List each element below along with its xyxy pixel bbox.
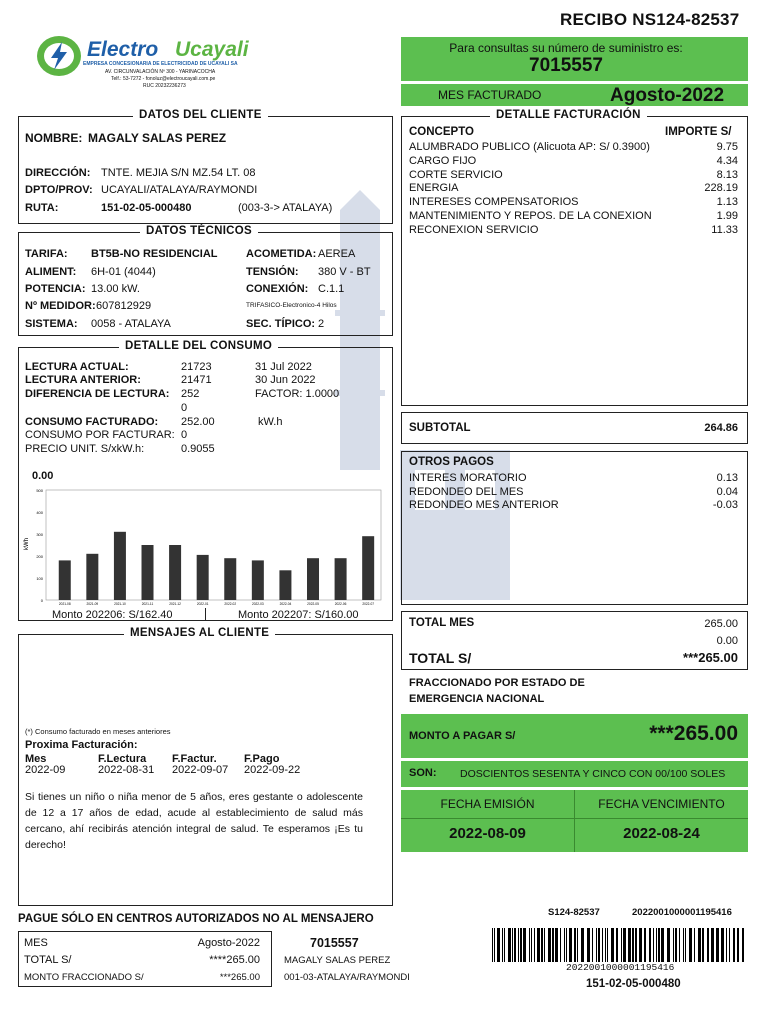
otros-item-value: 0.04 — [716, 485, 738, 498]
chart-ytick-label: 0 — [40, 598, 43, 603]
chart-ytick-label: 400 — [36, 510, 43, 515]
precio-label: PRECIO UNIT. S/xkW.h: — [25, 443, 145, 455]
subtotal-label: SUBTOTAL — [409, 422, 471, 434]
barcode-bar — [661, 928, 664, 962]
chart-bar — [224, 558, 236, 600]
total-extra-value: 0.00 — [716, 635, 738, 647]
col-factur: F.Factur. — [172, 753, 217, 765]
barcode-bar — [544, 928, 545, 962]
supply-number: 7015557 — [529, 55, 603, 76]
vencimiento-label: FECHA VENCIMIENTO — [598, 797, 725, 811]
footer-barcode-text: 2022001000001195416 — [566, 962, 675, 973]
consumption-chart — [22, 484, 382, 610]
barcode-bar — [649, 928, 651, 962]
otros-title: OTROS PAGOS — [409, 456, 494, 468]
barcode-bar — [711, 928, 714, 962]
diferencia-value: 252 — [181, 388, 200, 400]
next-billing-label: Proxima Facturación: — [25, 739, 138, 751]
aliment-label: ALIMENT: — [25, 266, 77, 278]
sector-value: 2 — [318, 318, 325, 330]
client-dpto-label: DPTO/PROV: — [25, 184, 93, 196]
barcode-bar — [494, 928, 495, 962]
barcode-bar — [602, 928, 603, 962]
chart-ytick-label: 200 — [36, 554, 43, 559]
chart-xtick-label: 2022-06 — [334, 602, 347, 606]
client-address-label: DIRECCIÓN: — [25, 167, 91, 179]
chart-top-value: 0.00 — [32, 470, 54, 482]
chart-bar — [114, 532, 126, 600]
consult-label: Para consultas su número de suministro es: — [449, 41, 683, 55]
factor-value: FACTOR: 1.0000 — [255, 388, 340, 400]
medidor-label: Nº MEDIDOR: — [25, 300, 96, 312]
footer-code: S124-82537 — [548, 907, 600, 918]
barcode-bar — [607, 928, 608, 962]
sistema-value: 0058 - ATALAYA — [91, 318, 171, 330]
footer-fracc: ***265.00 — [219, 972, 260, 983]
barcode-bar — [508, 928, 511, 962]
barcode-bar — [605, 928, 606, 962]
footer-fracc-label: MONTO FRACCIONADO S/ — [24, 972, 144, 983]
barcode-bar — [729, 928, 730, 962]
col-mes: Mes — [25, 753, 47, 765]
billing-item-label: RECONEXION SERVICIO — [409, 223, 539, 236]
tarifa-label: TARIFA: — [25, 248, 68, 260]
barcode-bar — [644, 928, 646, 962]
barcode-bar — [683, 928, 684, 962]
subtotal-value: 264.86 — [704, 422, 738, 434]
barcode-bar — [552, 928, 554, 962]
monto-202207: Monto 202207: S/160.00 — [238, 609, 359, 621]
fraccionado-note: FRACCIONADO POR ESTADO DE EMERGENCIA NACIONAL — [409, 677, 585, 705]
monto-202206: Monto 202206: S/162.40 — [52, 609, 173, 621]
barcode-bar — [632, 928, 634, 962]
chart-bar — [362, 536, 374, 600]
chart-bar — [86, 554, 98, 600]
barcode-bar — [560, 928, 561, 962]
consumo-facturado: 252.00 — [181, 416, 215, 428]
barcode-bar — [514, 928, 516, 962]
medidor-value: 607812929 — [96, 300, 152, 312]
billing-item-value: 4.34 — [716, 154, 738, 167]
lectura-actual-date: 31 Jul 2022 — [255, 361, 312, 373]
chart-xtick-label: 2021-09 — [86, 602, 99, 606]
barcode-bar — [635, 928, 637, 962]
lectura-anterior-label: LECTURA ANTERIOR: — [25, 374, 141, 386]
chart-xtick-label: 2022-04 — [279, 602, 292, 606]
barcode-bar — [733, 928, 735, 962]
tarifa-value: BT5B-NO RESIDENCIAL — [91, 248, 218, 260]
barcode-bar — [611, 928, 614, 962]
lectura-actual: 21723 — [181, 361, 212, 373]
barcode-bar — [628, 928, 631, 962]
next-mes: 2022-09 — [25, 764, 66, 776]
barcode-bar — [566, 928, 567, 962]
barcode-bar — [689, 928, 692, 962]
billing-item-value: 9.75 — [716, 141, 738, 153]
barcode-bar — [574, 928, 576, 962]
chart-xtick-label: 2021-10 — [114, 602, 126, 606]
client-route-extra: (003-3-> ATALAYA) — [238, 202, 333, 214]
chart-bar — [59, 560, 71, 600]
barcode-bar — [721, 928, 724, 962]
mensajes-title: MENSAJES AL CLIENTE — [124, 627, 275, 639]
diferencia-label: DIFERENCIA DE LECTURA: — [25, 388, 170, 400]
medidor-type: TRIFASICO-Electronico-4 Hilos — [246, 302, 337, 309]
tension-value: 380 V - BT — [318, 266, 371, 278]
col-pago: F.Pago — [244, 753, 280, 765]
billing-item-label: INTERESES COMPENSATORIOS — [409, 196, 579, 209]
chart-xtick-label: 2021-08 — [58, 602, 71, 606]
monto-value: ***265.00 — [649, 722, 738, 745]
chart-xtick-label: 2022-03 — [251, 602, 264, 606]
footer-name: MAGALY SALAS PEREZ — [284, 955, 391, 966]
footer-mes-label: MES — [24, 937, 48, 949]
vencimiento-date: 2022-08-24 — [623, 825, 700, 842]
barcode-bar — [531, 928, 532, 962]
barcode-bar — [737, 928, 739, 962]
barcode-bar — [592, 928, 593, 962]
billing-item-label: ALUMBRADO PUBLICO (Alicuota AP: S/ 0.3900) — [409, 141, 650, 153]
otros-item-value: 0.13 — [716, 472, 738, 484]
emision-label: FECHA EMISIÓN — [440, 797, 535, 811]
barcode-bar — [587, 928, 590, 962]
barcode-bar — [497, 928, 500, 962]
emision-date: 2022-08-09 — [449, 825, 526, 842]
barcode-bar — [534, 928, 535, 962]
client-route-label: RUTA: — [25, 202, 59, 214]
consumo-title: DETALLE DEL CONSUMO — [119, 340, 278, 352]
footer-supply: 7015557 — [310, 936, 359, 950]
month-label: MES FACTURADO — [438, 88, 542, 102]
barcode-bar — [716, 928, 719, 962]
barcode-bar — [537, 928, 540, 962]
barcode-bar — [656, 928, 657, 962]
chart-bar — [197, 555, 209, 600]
barcode-bar — [541, 928, 543, 962]
chart-bar — [335, 558, 347, 600]
chart-bar — [142, 545, 154, 600]
footer-location: 001-03-ATALAYA/RAYMONDI — [284, 972, 410, 983]
barcode-bar — [529, 928, 530, 962]
company-logo — [35, 34, 265, 94]
barcode-bar — [685, 928, 686, 962]
barcode-bar — [694, 928, 695, 962]
billing-item-value: 1.13 — [716, 196, 738, 209]
company-contact: Telf.: 53-7272 - fonoluz@electroucayali.com.pe — [111, 76, 216, 82]
barcode-bar — [520, 928, 522, 962]
next-pago: 2022-09-22 — [244, 764, 301, 776]
barcode-bar — [621, 928, 622, 962]
barcode-bar — [742, 928, 744, 962]
barcode-bar — [492, 928, 493, 962]
tension-label: TENSIÓN: — [246, 266, 299, 278]
chart-xtick-label: 2022-01 — [196, 602, 209, 606]
barcode-bar — [569, 928, 572, 962]
billing-item-label: CARGO FIJO — [409, 154, 477, 167]
otros-item-value: -0.03 — [712, 499, 738, 511]
barcode-bar — [502, 928, 503, 962]
company-name-2: Ucayali — [175, 38, 249, 61]
footer-total: ****265.00 — [209, 954, 260, 966]
aliment-value: 6H-01 (4044) — [91, 266, 156, 278]
total-mes-label: TOTAL MES — [409, 617, 475, 629]
barcode-bar — [555, 928, 558, 962]
billing-title: DETALLE FACTURACIÓN — [490, 109, 647, 121]
consumo-facturado-label: CONSUMO FACTURADO: — [25, 416, 159, 428]
chart-bar — [307, 558, 319, 600]
barcode-icon — [490, 928, 748, 964]
health-message: Si tienes un niño o niña menor de 5 años, eres gestante o adolescente de 12 a 17 años de edad, acude al establecimiento de salud más cercano, ahí recibirás atención integral de salud. Te esperamos ¡Es tu derecho! — [25, 791, 363, 851]
client-route: 151-02-05-000480 — [101, 202, 192, 214]
barcode-bar — [653, 928, 654, 962]
billing-item-value: 11.33 — [711, 223, 738, 236]
mensajes-note: (*) Consumo facturado en meses anteriores — [25, 727, 171, 736]
total-mes-value: 265.00 — [704, 618, 738, 630]
barcode-bar — [523, 928, 526, 962]
potencia-label: POTENCIA: — [25, 283, 86, 295]
client-dpto: UCAYALI/ATALAYA/RAYMONDI — [101, 184, 258, 196]
barcode-bar — [518, 928, 519, 962]
total-label: TOTAL S/ — [409, 650, 472, 666]
footer-total-label: TOTAL S/ — [24, 954, 72, 966]
billing-item-value: 8.13 — [716, 168, 738, 181]
barcode-bar — [667, 928, 670, 962]
barcode-bar — [564, 928, 565, 962]
barcode-bar — [675, 928, 677, 962]
barcode-bar — [726, 928, 727, 962]
total-value: ***265.00 — [683, 650, 738, 665]
consumo-unit: kW.h — [258, 416, 283, 428]
chart-xtick-label: 2021-12 — [169, 602, 181, 606]
barcode-bar — [639, 928, 642, 962]
chart-xtick-label: 2022-05 — [307, 602, 319, 606]
next-lectura: 2022-08-31 — [98, 764, 155, 776]
chart-divider — [205, 608, 206, 621]
barcode-bar — [702, 928, 704, 962]
barcode-bar — [512, 928, 513, 962]
barcode-bar — [598, 928, 600, 962]
son-value: DOSCIENTOS SESENTA Y CINCO CON 00/100 SOLES — [460, 768, 726, 780]
barcode-bar — [707, 928, 709, 962]
billing-item-label: ENERGIA — [409, 182, 459, 195]
tech-title: DATOS TÉCNICOS — [140, 225, 258, 237]
chart-bar — [279, 570, 291, 600]
monto-label: MONTO A PAGAR S/ — [409, 730, 516, 742]
chart-bar — [252, 560, 264, 600]
lectura-anterior-date: 30 Jun 2022 — [255, 374, 316, 386]
potencia-value: 13.00 kW. — [91, 283, 140, 295]
barcode-bar — [673, 928, 674, 962]
barcode-bar — [596, 928, 597, 962]
son-label: SON: — [409, 767, 437, 779]
por-facturar-value: 0 — [181, 429, 188, 441]
client-address: TNTE. MEJIA S/N MZ.54 LT. 08 — [101, 167, 256, 179]
barcode-bar — [658, 928, 660, 962]
company-ruc: RUC 20232236273 — [143, 83, 186, 89]
barcode-bar — [698, 928, 701, 962]
diferencia-zero: 0 — [181, 402, 188, 414]
chart-xtick-label: 2021-11 — [141, 602, 154, 606]
barcode-bar — [577, 928, 578, 962]
client-title: DATOS DEL CLIENTE — [133, 109, 268, 121]
acometida-value: AEREA — [318, 248, 356, 260]
footer-warning: PAGUE SÓLO EN CENTROS AUTORIZADOS NO AL MENSAJERO — [18, 913, 374, 925]
billing-item-value: 228.19 — [704, 182, 738, 195]
company-name: Electro — [87, 38, 159, 61]
otros-item-label: INTERES MORATORIO — [409, 472, 527, 484]
sector-label: SEC. TÍPICO: — [246, 318, 316, 330]
conexion-label: CONEXIÓN: — [246, 283, 309, 295]
footer-mes: Agosto-2022 — [197, 937, 260, 949]
billing-item-label: MANTENIMIENTO Y REPOS. DE LA CONEXION — [409, 210, 652, 222]
otros-item-label: REDONDEO MES ANTERIOR — [409, 499, 559, 511]
precio-value: 0.9055 — [181, 443, 215, 455]
lectura-actual-label: LECTURA ACTUAL: — [25, 361, 129, 373]
next-factur: 2022-09-07 — [172, 764, 229, 776]
barcode-bar — [616, 928, 618, 962]
acometida-label: ACOMETIDA: — [246, 248, 317, 260]
chart-bar — [169, 545, 181, 600]
client-name: MAGALY SALAS PEREZ — [88, 131, 227, 145]
chart-ylabel: kWh — [24, 538, 30, 550]
month-value: Agosto-2022 — [610, 85, 725, 106]
chart-ytick-label: 300 — [36, 532, 43, 537]
fecha-hdivider — [401, 818, 748, 819]
client-name-label: NOMBRE: — [25, 131, 83, 145]
barcode-bar — [581, 928, 584, 962]
footer-barcode-number: 2022001000001195416 — [632, 907, 732, 918]
lectura-anterior: 21471 — [181, 374, 212, 386]
chart-xtick-label: 2022-02 — [224, 602, 237, 606]
amount-header: IMPORTE S/ — [665, 126, 732, 138]
footer-route: 151-02-05-000480 — [586, 978, 681, 990]
billing-item-label: CORTE SERVICIO — [409, 168, 503, 181]
company-address: AV. CIRCUNVALACIÓN Nº 300 - YARINACOCHA — [105, 69, 216, 75]
col-lectura: F.Lectura — [98, 753, 147, 765]
barcode-bar — [504, 928, 505, 962]
chart-ytick-label: 500 — [36, 488, 43, 493]
barcode-bar — [623, 928, 626, 962]
concept-header: CONCEPTO — [409, 126, 474, 138]
chart-ytick-label: 100 — [36, 576, 43, 581]
conexion-value: C.1.1 — [318, 283, 345, 295]
otros-item-label: REDONDEO DEL MES — [409, 485, 524, 498]
lightning-logo-icon — [35, 34, 83, 78]
company-subtitle: EMPRESA CONCESIONARIA DE ELECTRICIDAD DE UCAYALI SA — [83, 61, 238, 67]
por-facturar-label: CONSUMO POR FACTURAR: — [25, 429, 175, 441]
receipt-number: RECIBO NS124-82537 — [560, 10, 740, 29]
billing-item-value: 1.99 — [716, 210, 738, 222]
chart-xtick-label: 2022-07 — [362, 602, 375, 606]
barcode-bar — [679, 928, 680, 962]
barcode-bar — [548, 928, 551, 962]
sistema-label: SISTEMA: — [25, 318, 78, 330]
